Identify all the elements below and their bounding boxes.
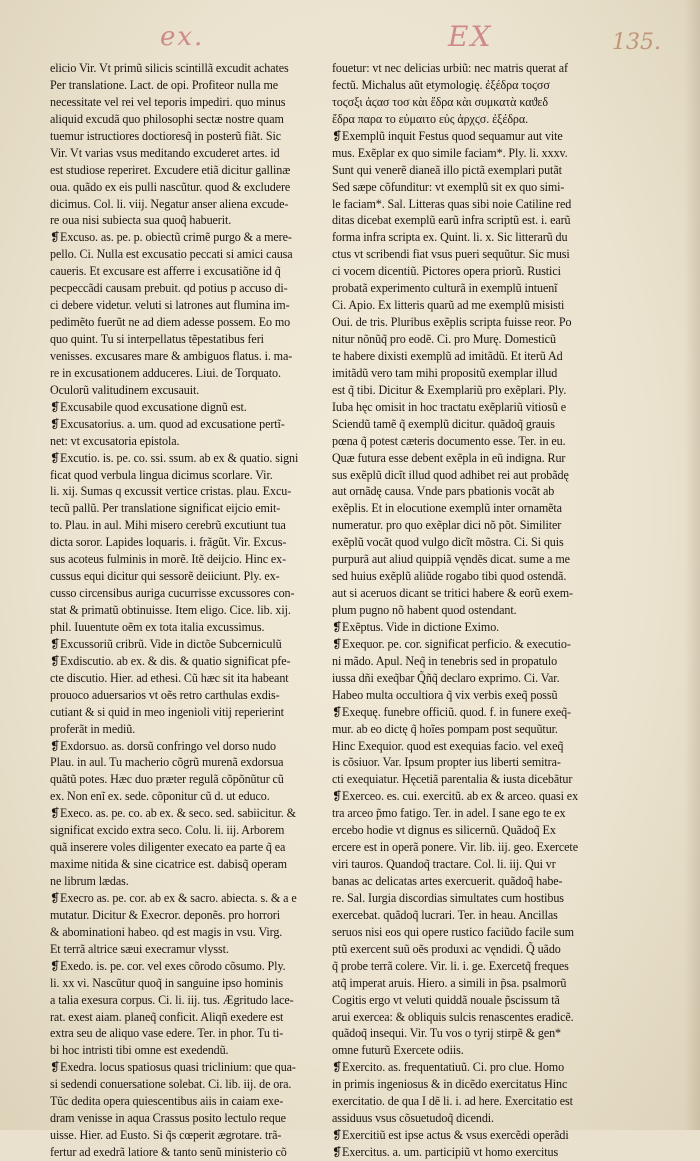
text-line: exercebat. quãdoq̃ lucrari. Ter. in heau. Ancillas bbox=[332, 907, 558, 922]
text-line: elicio Vir. Vt primũ silicis scintillã excudit achates bbox=[50, 61, 289, 75]
text-line: assiduus vsus cõsuetudoq̃ dicendi. bbox=[332, 1111, 494, 1126]
text-line: te habere dixisti exemplũ ad imitãdũ. Et iterũ Ad bbox=[332, 348, 563, 363]
text-line: ni mãdo. Apul. Neq̃ in tenebris sed in propatulo bbox=[332, 653, 558, 668]
text-line: ❡Excutio. is. pe. co. ssi. ssum. ab ex & quatio. signi bbox=[50, 450, 299, 465]
manuscript-mark-left: ex. bbox=[160, 22, 205, 52]
text-line: τοϛσξι ἀϛασ τοσ κὰι ἔδρα κὰι συμκατὰ καϑεδ bbox=[332, 94, 548, 109]
text-line: Quæ futura esse debent exẽpla in eũ indigna. Rur bbox=[332, 450, 566, 465]
text-line: sed huius exẽplũ aliũde rogabo tibi quod ostendã. bbox=[332, 569, 567, 584]
text-line: exercitatio. de qua I dẽ li. i. ad here. Exercitatio est bbox=[332, 1094, 573, 1109]
text-line: viri tauros. Quandoq̃ tractare. Col. li. iij. Qui vr bbox=[332, 857, 556, 872]
text-line: probatã experimento culturã in exemplũ intuenĩ bbox=[332, 281, 558, 296]
text-line: ❡Exdiscutio. ab ex. & dis. & quatio significat pfe- bbox=[50, 653, 291, 668]
text-line: fectũ. Michalus aũt etymologię. ἐξέδρα τοϛσσ bbox=[332, 77, 550, 92]
text-line: ❡Exdorsuo. as. dorsũ confringo vel dorso nudo bbox=[50, 738, 276, 753]
text-line: ❡Exercito. as. frequentatiuũ. Ci. pro clue. Homo bbox=[332, 1060, 565, 1075]
text-line: tecũ pallũ. Per translatione significat eijcio emit- bbox=[50, 501, 281, 516]
text-line: ❡Exedo. is. pe. cor. vel exes cõrodo cõsumo. Ply. bbox=[50, 958, 286, 973]
text-column-left bbox=[50, 60, 332, 1159]
text-line: ❡Excussoriũ cribrũ. Vide in dictõe Subcerniculũ bbox=[50, 636, 282, 651]
text-column-right bbox=[332, 60, 632, 1159]
text-line: quãdoq̃ insequi. Vir. Tu vos o tyrij stirpẽ & gen* bbox=[332, 1026, 561, 1041]
text-line: si sedendi conuersatione solebat. Ci. lib. iij. de ora. bbox=[50, 1077, 292, 1092]
text-line: arui exercea: & obliquis sulcis renascentes eradicẽ. bbox=[332, 1009, 574, 1024]
text-line: Habeo multa occultiora q̃ vix verbis exeq̃ possũ bbox=[332, 687, 558, 702]
manuscript-mark-center: EX bbox=[448, 20, 493, 53]
text-line: ❡Exẽptus. Vide in dictione Eximo. bbox=[332, 619, 500, 634]
text-line: in primis ingeniosus & in dicẽdo exercitatus Hinc bbox=[332, 1077, 568, 1092]
text-line: ❡Exequę. funebre officiũ. quod. f. in funere exeq̃- bbox=[332, 704, 571, 719]
text-line: fertur ad exedrã latiore & tanto senũ ministerio cõ bbox=[50, 1145, 287, 1159]
text-line: dram venisse in aqua Crassus posito lectulo reque bbox=[50, 1111, 286, 1126]
text-line: Ci. Apio. Ex litteris quarũ ad me exemplũ misisti bbox=[332, 298, 565, 313]
text-line: oua. quãdo ex eis pulli nascũtur. quod & excludere bbox=[50, 179, 291, 194]
text-line: ❡Exedra. locus spatiosus quasi triclinium: que qua- bbox=[50, 1060, 296, 1075]
text-line: sus exẽplũ dicĩt illud quod adhibet rei aut probãdę bbox=[332, 467, 569, 482]
paper-edge-shadow bbox=[684, 0, 700, 1130]
text-line: dicta soror. Lapides loquaris. i. frãgũt. Vir. Excus- bbox=[50, 535, 287, 550]
text-line: ci debere videtur. veluti si latrones aut flumina im- bbox=[50, 298, 290, 313]
text-line: q̃ probe terrã colere. Vir. li. i. ge. Exercetq̃ freques bbox=[332, 958, 569, 973]
text-line: exẽplis. Et in elocutione exemplũ inter ornamẽta bbox=[332, 501, 562, 516]
text-line: purpurã aut aliud quippiã vęndẽs dicat. sume a me bbox=[332, 552, 570, 567]
text-line: Plau. in aul. Tu macherio cõgrũ murenã exdorsua bbox=[50, 755, 284, 770]
text-line: imitãdũ vero tam mihi propositũ exemplar illud bbox=[332, 365, 558, 380]
text-line: to. Plau. in aul. Mihi misero cerebrũ excutiunt tua bbox=[50, 518, 286, 533]
text-line: ❡Excusabile quod excusatione dignũ est. bbox=[50, 399, 247, 414]
text-line: ficat quod verbula lingua dicimus scorlare. Vir. bbox=[50, 467, 273, 482]
text-line: Vir. Vt varias vsus meditando excuderet artes. id bbox=[50, 145, 280, 160]
text-line: ❡Exemplũ inquit Festus quod sequamur aut vite bbox=[332, 128, 563, 143]
text-line: a talia exesura corpus. Ci. li. iij. tus. Ægritudo lace- bbox=[50, 992, 294, 1007]
text-line: quo quint. Tu si interpellatus tẽpestatibus feri bbox=[50, 332, 264, 346]
text-line: iussa dñi exeq̃bar Q̃ñq̃ declaro exprimo. Ci. Var. bbox=[332, 670, 560, 685]
text-line: mus. Exẽplar ex quo simile faciam*. Ply. li. xxxv. bbox=[332, 145, 568, 160]
text-line: exẽplũ vocãt quod vulgo dicĩt mõstra. Ci. Si quis bbox=[332, 535, 564, 550]
text-line: ❡Excuso. as. pe. p. obiectũ crimẽ purgo & a mere- bbox=[50, 230, 292, 245]
text-line: aliquid excudã quo philosophi sectæ nostre quam bbox=[50, 111, 284, 126]
text-line: ex. Non enĩ ex. sede. cõponitur cũ d. ut educo. bbox=[50, 789, 270, 804]
text-line: fouetur: vt nec delicias urbiũ: nec matris querat af bbox=[332, 61, 568, 75]
text-line: li. xx vi. Nascũtur quoq̃ in sanguine ipso hominis bbox=[50, 975, 283, 990]
text-line: prouoco aduersarios vt oẽs retro carthulas exdis- bbox=[50, 687, 280, 702]
text-line: & abominationi habeo. qd est magis in vsu. Virg. bbox=[50, 924, 283, 939]
text-line: ci vocem dicentiũ. Pictores opera priorũ. Rustici bbox=[332, 264, 561, 279]
text-line: cte discutio. Hier. ad ethesi. Cũ hæc sit ita habeant bbox=[50, 670, 289, 685]
text-line: ❡Exequor. pe. cor. significat perficio. & executio- bbox=[332, 636, 571, 651]
text-line: pecpeccãdi causam prebuit. qd potius p accuso di- bbox=[50, 281, 288, 296]
text-line: atq̃ imperat aruis. Hiero. a simili in p̃sa. psalmorũ bbox=[332, 975, 567, 990]
text-line: Sed sæpe cõfunditur: vt exemplũ sit ex quo simi- bbox=[332, 179, 565, 194]
text-line: Oculorũ valitudinem excusauit. bbox=[50, 382, 200, 397]
text-line: caueris. Et excusare est afferre i excusatiõne id q̃ bbox=[50, 264, 281, 279]
text-line: nitur nõnũq̃ pro eodẽ. Ci. pro Murę. Domesticũ bbox=[332, 332, 556, 346]
text-line: cusso circensibus auriga cucurrisse excussores con- bbox=[50, 586, 295, 601]
text-line: pedimẽto fuerũt ne ad diem adesse possem. Eo mo bbox=[50, 315, 291, 330]
text-line: pœna q̃ potest cæteris documento esse. Ter. in eu. bbox=[332, 433, 566, 448]
text-line: ctus vt scribendi fiat vsus pueri sequũtur. Sic musi bbox=[332, 247, 570, 262]
text-line: ❡Exerceo. es. cui. exercitũ. ab ex & arceo. quasi ex bbox=[332, 789, 579, 804]
text-line: Tũc dedita opera quiescentibus aiis in caiam exe- bbox=[50, 1094, 284, 1109]
text-line: venisses. excusares mare & ambiguos flatus. i. ma- bbox=[50, 348, 293, 363]
text-line: net: vt excusatoria epistola. bbox=[50, 433, 180, 448]
text-line: necessitate vel rei vel teporis impediri. quo minus bbox=[50, 94, 286, 109]
text-line: plum pugno nõ habent quod ostendant. bbox=[332, 603, 517, 617]
text-line: Sciendũ tamẽ q̃ exemplũ dicitur. quãdoq̃ grauis bbox=[332, 416, 555, 431]
text-line: maxime nitida & sine cicatrice est. dabisq̃ operam bbox=[50, 857, 287, 872]
text-line: cussus equi dicitur qui sessorẽ deiiciunt. Ply. ex- bbox=[50, 569, 280, 584]
text-line: banas ac delicatas artes exercuerit. quãdoq̃ habe- bbox=[332, 874, 563, 888]
text-line: le faciam*. Sal. Litteras quas sibi noie Catiline red bbox=[332, 196, 572, 211]
text-line: mutatur. Dicitur & Execror. deponẽs. pro horrori bbox=[50, 907, 280, 922]
text-line: Per translatione. Lact. de opi. Profiteor nulla me bbox=[50, 77, 279, 92]
text-line: ercebo hodie vt dignus es silicernũ. Quãdoq̃ Ex bbox=[332, 823, 556, 838]
text-line: significat excido extra seco. Colu. li. iij. Arborem bbox=[50, 823, 285, 838]
text-line: aut si aceruos dicant se tritici habere & eorũ exem- bbox=[332, 586, 573, 601]
text-line: aut ornãdę causa. Vnde pars pbationis vocãt ab bbox=[332, 484, 555, 499]
text-line: sus acoteus fulminis in morẽ. Itẽ deijcio. Hinc ex- bbox=[50, 552, 287, 567]
text-line: pello. Ci. Nulla est excusatio peccati si amici causa bbox=[50, 247, 293, 262]
text-line: ❡Exercitus. a. um. participiũ vt homo exercitus bbox=[332, 1145, 559, 1159]
text-line: uisse. Hier. ad Eusto. Si q̃s cœperit ægrotare. trã- bbox=[50, 1128, 282, 1143]
text-line: proferãt in mediũ. bbox=[50, 721, 136, 736]
text-line: quãtũ potes. Hæc duo præter regulã cõpõnũtur cũ bbox=[50, 772, 284, 787]
text-line: extra seu de aliquo vase edere. Ter. in phor. Tu ti- bbox=[50, 1026, 284, 1041]
text-line: quã inserere voles diligenter execato ea parte q̃ ea bbox=[50, 840, 286, 855]
text-line: tra arceo p̃mo fatigo. Ter. in adel. I sane ego te ex bbox=[332, 806, 566, 821]
text-line: mur. ab eo dictę q̃ hoĩes pompam post sequũtur. bbox=[332, 721, 558, 736]
text-line: Sunt qui venerẽ dianeã illo pictã exemplari putãt bbox=[332, 162, 562, 177]
text-line: cutiant & si quid in meo ingenioli vitij reperierint bbox=[50, 704, 284, 719]
text-line: seruos nisi eos qui opere rustico faciũdo facile sum bbox=[332, 924, 574, 939]
text-line: Oui. de tris. Pluribus exẽplis scripta fuisse reor. Po bbox=[332, 315, 572, 330]
text-line: stat & primatũ obtinuisse. Item eligo. Cice. lib. xij. bbox=[50, 603, 291, 617]
text-line: Et terrã altrice sæui execramur vlysst. bbox=[50, 941, 229, 956]
text-line: li. xij. Sumas q excussit vertice cristas. plau. Excu- bbox=[50, 484, 292, 499]
text-line: ❡Execo. as. pe. co. ab ex. & seco. sed. sabiicitur. & bbox=[50, 806, 296, 821]
text-line: cti exequiatur. Hęcetiã parentalia & iusta dicebãtur bbox=[332, 772, 573, 787]
text-line: rat. exest aiam. planeq̃ conficit. Aliqñ exedere est bbox=[50, 1009, 284, 1024]
text-line: phil. Iuuentute oẽm ex tota italia excussimus. bbox=[50, 619, 265, 634]
text-line: ❡Excusatorius. a. um. quod ad excusatione pertĩ- bbox=[50, 416, 285, 431]
text-line: est q̃ tibi. Dicitur & Exemplariũ pro exẽplari. Ply. bbox=[332, 382, 567, 397]
text-line: re in excusationem adduceres. Liui. de Torquato. bbox=[50, 365, 281, 380]
text-line: re. Sal. Iurgia discordias simultates cum hostibus bbox=[332, 890, 564, 905]
text-line: forma infra scripta ex. Quint. li. x. Sic litterarũ du bbox=[332, 230, 568, 245]
text-line: bi hoc intristi tibi omne est exedendũ. bbox=[50, 1043, 229, 1058]
text-line: ❡Exercitiũ est ipse actus & vsus exercẽdi operãdi bbox=[332, 1128, 569, 1143]
text-line: ptũ exercent suũ oẽs produxi ac vęndidi. Q̃ uãdo bbox=[332, 941, 561, 956]
text-line: ἔδρα παρα το εὐμαιτο εὐς ἀρχϛσ. ἐξέδρα. bbox=[332, 111, 529, 126]
text-line: re oua nisi subiecta sua quoq̃ habuerit. bbox=[50, 213, 232, 228]
text-line: ❡Execro as. pe. cor. ab ex & sacro. abiecta. s. & a e bbox=[50, 890, 297, 905]
text-line: est studiose reperiret. Excudere etiã dicitur gallinæ bbox=[50, 162, 291, 177]
text-line: omne futurũ Exercete odiis. bbox=[332, 1043, 464, 1058]
text-line: ne librum lædas. bbox=[50, 874, 129, 888]
text-line: is cõsiuor. Var. Ipsum propter ius liberti semitra- bbox=[332, 755, 561, 770]
folio-number: 135. bbox=[612, 30, 661, 55]
text-line: ercere est in operã ponere. Vir. lib. iij. geo. Exercete bbox=[332, 840, 578, 855]
text-line: Hinc Exequior. quod est exequias facio. vel exeq̃ bbox=[332, 738, 564, 753]
text-line: Cogitis ergo vt veluti quiddã nouale p̃scissum tã bbox=[332, 992, 560, 1007]
text-line: numeratur. pro quo exẽplar dici nõ põt. Similiter bbox=[332, 518, 562, 533]
text-line: Iuba hęc omisit in hoc tractatu exẽplariũ vitiosũ e bbox=[332, 399, 567, 414]
text-line: tuemur istructiores doctioresq̃ in posterũ fiãt. Sic bbox=[50, 128, 282, 143]
text-line: dicimus. Col. li. viij. Negatur anser aliena excude- bbox=[50, 196, 289, 211]
text-line: ditas dicebat exemplũ earũ infra scriptũ est. i. earũ bbox=[332, 213, 571, 228]
